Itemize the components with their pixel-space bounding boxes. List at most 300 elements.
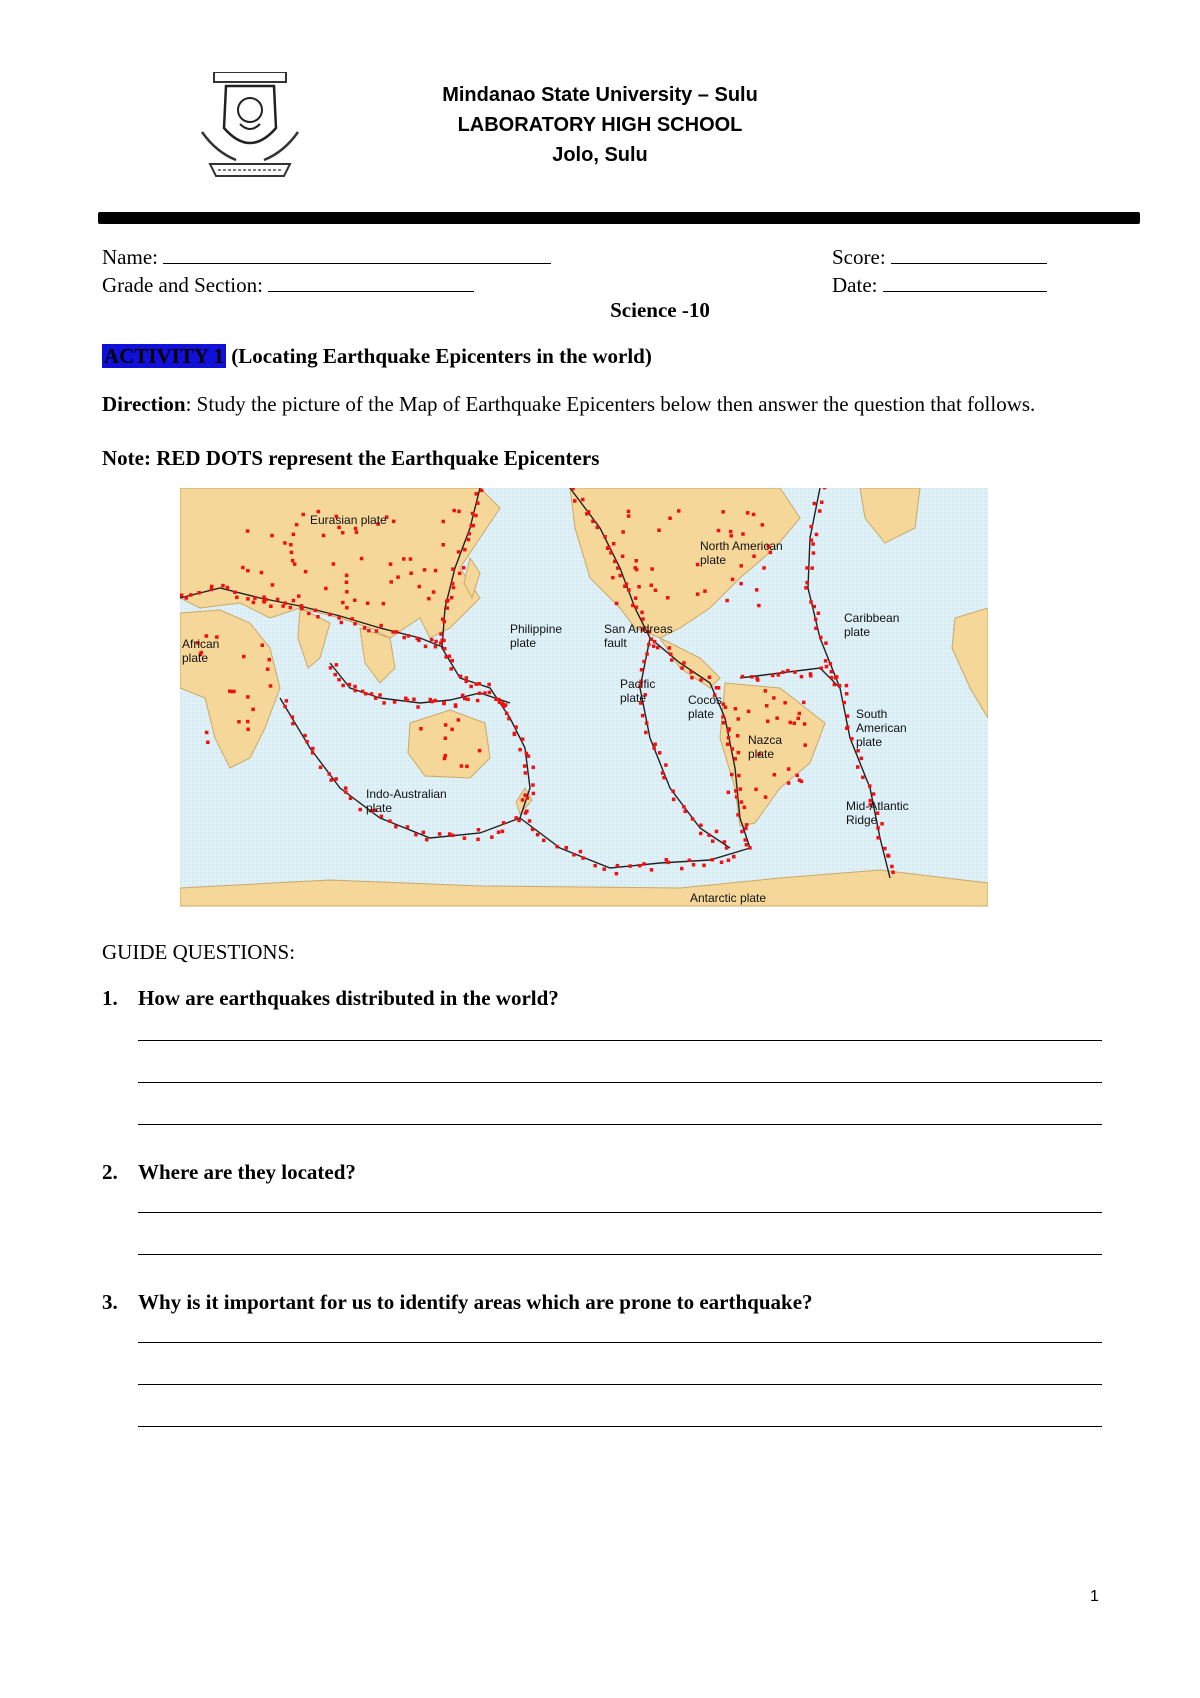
epicenter-dot [653,743,657,747]
epicenter-dot [745,823,749,827]
name-blank[interactable] [163,244,551,264]
epicenter-dot [221,584,225,588]
answer-line-1c[interactable] [138,1124,1102,1125]
epicenter-dot [359,808,363,812]
answer-line-3b[interactable] [138,1384,1102,1385]
label-pacific-plate: Pacific [620,677,656,691]
epicenter-dot [702,864,706,868]
epicenter-dot [205,731,209,735]
epicenter-dot [786,669,790,673]
epicenter-dot [461,694,465,698]
epicenter-dot [752,555,756,559]
question-2 [102,1160,356,1185]
epicenter-dot [726,743,730,747]
epicenter-dot [661,771,665,775]
epicenter-dot [652,746,656,750]
epicenter-dot [585,512,589,516]
epicenter-dot [834,676,838,680]
epicenter-dot [476,838,480,842]
epicenter-dot [375,629,379,633]
epicenter-dot [501,703,505,707]
epicenter-dot [658,751,662,755]
epicenter-dot [793,722,797,726]
epicenter-dot [263,600,267,604]
school-name: LABORATORY HIGH SCHOOL [457,114,743,136]
epicenter-dot [820,501,824,505]
epicenter-dot [418,585,422,589]
epicenter-dot [860,757,864,761]
epicenter-dot [337,678,341,682]
epicenter-dot [251,708,255,712]
epicenter-dot [727,859,731,863]
epicenter-dot [446,599,450,603]
epicenter-dot [747,710,751,714]
epicenter-dot [197,591,201,595]
epicenter-dot [652,644,656,648]
epicenter-dot [645,721,649,725]
label-cocos-plate: Cocos [688,693,723,707]
epicenter-dot [330,778,334,782]
epicenter-dot [283,541,287,545]
epicenter-dot [838,684,842,688]
epicenter-dot [465,676,469,680]
epicenter-dot [696,592,700,596]
epicenter-dot [430,638,434,642]
epicenter-dot [307,612,311,616]
epicenter-dot [439,642,443,646]
epicenter-dot [266,668,270,672]
epicenter-dot [743,806,747,810]
epicenter-dot [688,859,692,863]
epicenter-dot [281,604,285,608]
epicenter-dot [498,701,502,705]
epicenter-dot [472,524,476,528]
epicenter-dot [730,534,734,538]
epicenter-dot [813,502,817,506]
grade-section-field [102,272,474,298]
epicenter-dot [644,731,648,735]
epicenter-dot [817,612,821,616]
epicenter-dot [451,659,455,663]
epicenter-dot [650,868,654,872]
epicenter-dot [424,645,428,649]
epicenter-dot [334,673,338,677]
epicenter-dot [680,867,684,871]
epicenter-dot [370,692,374,696]
epicenter-dot [727,791,731,795]
epicenter-dot [696,563,700,567]
epicenter-dot [868,784,872,788]
label-north-american-plate: North American [700,539,783,553]
epicenter-dot [442,702,446,706]
epicenter-dot [478,682,482,686]
epicenter-dot [189,593,193,597]
answer-line-2b[interactable] [138,1254,1102,1255]
epicenter-dot [416,705,420,709]
epicenter-dot [444,655,448,659]
epicenter-dot [787,781,791,785]
label-nazca-plate: Nazca [748,733,783,747]
epicenter-dot [483,691,487,695]
epicenter-dot [302,513,306,517]
epicenter-dot [613,560,617,564]
epicenter-dot [814,627,818,631]
epicenter-dot [691,817,695,821]
epicenter-dot [425,838,429,842]
epicenter-dot [619,574,623,578]
epicenter-dot [329,666,333,670]
epicenter-dot [814,618,818,622]
epicenter-dot [351,617,355,621]
epicenter-dot [494,698,498,702]
epicenter-dot [406,699,410,703]
epicenter-dot [670,658,674,662]
epicenter-dot [800,780,804,784]
epicenter-dot [787,767,791,771]
epicenter-dot [750,675,754,679]
epicenter-dot [775,716,779,720]
epicenter-dot [820,667,824,671]
epicenter-dot [246,728,250,732]
label-caribbean-plate-2: plate [844,625,871,639]
epicenter-dot [845,692,849,696]
epicenter-dot [260,571,264,575]
epicenter-dot [766,720,770,724]
epicenter-dot [650,567,654,571]
epicenter-dot [625,582,629,586]
epicenter-dot [345,581,349,585]
epicenter-dot [412,698,416,702]
epicenter-dot [474,514,478,518]
answer-line-2a[interactable] [138,1212,1102,1213]
epicenter-dot [581,498,585,502]
epicenter-dot [478,749,482,753]
activity-tag: ACTIVITY 1 [104,344,224,368]
epicenter-dot [389,562,393,566]
epicenter-dot [235,596,239,600]
epicenter-dot [690,676,694,680]
epicenter-dot [348,683,352,687]
epicenter-dot [891,871,895,875]
label-caribbean-plate: Caribbean [844,611,900,625]
epicenter-dot [451,834,455,838]
epicenter-dot [861,776,865,780]
epicenter-dot [748,846,752,850]
question-2-number: 2. [102,1160,118,1184]
epicenter-dot [261,644,265,648]
subject-title: Science -10 [610,298,710,322]
epicenter-dot [450,728,454,732]
epicenter-dot [392,520,396,524]
label-san-andreas-fault: San Andreas [604,622,673,636]
epicenter-dot [804,586,808,590]
epicenter-dot [394,825,398,829]
epicenter-dot [880,822,884,826]
epicenter-dot [353,622,357,626]
answer-line-1a[interactable] [138,1040,1102,1041]
epicenter-dot [824,659,828,663]
epicenter-dot [641,714,645,718]
epicenter-dot [741,532,745,536]
epicenter-dot [246,569,250,573]
epicenter-dot [802,701,806,705]
epicenter-dot [883,847,887,851]
epicenter-dot [476,699,480,703]
epicenter-dot [322,534,326,538]
epicenter-dot [708,676,712,680]
epicenter-dot [813,605,817,609]
epicenter-dot [699,678,703,682]
epicenter-dot [382,701,386,705]
epicenter-dot [717,686,721,690]
epicenter-dot [761,523,765,527]
name-field [102,244,551,270]
epicenter-dot [476,501,480,505]
label-indo-australian-plate: Indo-Australian [366,787,447,801]
epicenter-dot [391,630,395,634]
epicenter-dot [353,689,357,693]
epicenter-dot [488,691,492,695]
question-3-number: 3. [102,1290,118,1314]
epicenter-dot [845,727,849,731]
university-name: Mindanao State University – Sulu [442,84,758,106]
epicenter-dot [319,766,323,770]
epicenter-dot [363,626,367,630]
epicenter-dot [711,858,715,862]
epicenter-dot [528,819,532,823]
direction-text [102,390,1112,418]
guide-questions-heading: GUIDE QUESTIONS: [102,940,296,964]
epicenter-dot [727,736,731,740]
epicenter-dot [628,864,632,868]
epicenter-dot [270,534,274,538]
epicenter-dot [572,853,576,857]
epicenter-dot [246,597,250,601]
epicenter-dot [527,754,531,758]
epicenter-dot [438,832,442,836]
epicenter-dot [459,675,463,679]
label-south-american-plate-2: American [856,721,907,735]
epicenter-dot [593,864,597,868]
epicenter-dot [887,854,891,858]
epicenter-dot [501,830,505,834]
epicenter-dot [815,533,819,537]
epicenter-dot [478,692,482,696]
epicenter-dot [627,588,631,592]
epicenter-dot [856,765,860,769]
epicenter-dot [715,830,719,834]
epicenter-dot [268,658,272,662]
epicenter-dot [725,599,729,603]
epicenter-dot [664,763,668,767]
epicenter-dot [627,514,631,518]
epicenter-dot [514,725,518,729]
grade-section-blank[interactable] [268,272,474,292]
epicenter-dot [226,586,230,590]
epicenter-dot [246,720,250,724]
epicenter-dot [502,821,506,825]
epicenter-dot [818,509,822,513]
epicenter-dot [364,692,368,696]
epicenter-dot [571,488,575,490]
epicenter-dot [414,833,418,837]
epicenter-dot [757,604,761,608]
epicenter-dot [615,602,619,606]
epicenter-dot [635,559,639,563]
label-nazca-plate-2: plate [748,747,775,761]
epicenter-dot [334,777,338,781]
epicenter-dot [210,585,214,589]
epicenter-dot [463,836,467,840]
epicenter-dot [737,774,741,778]
epicenter-dot [454,703,458,707]
epicenter-dot [344,790,348,794]
epicenter-dot [291,722,295,726]
page-number: 1 [1090,1588,1099,1605]
epicenter-dot [846,714,850,718]
epicenter-dot [374,696,378,700]
epicenter-dot [634,596,638,600]
label-pacific-plate-2: plate [620,691,647,705]
land-australia [408,710,490,778]
epicenter-dot [744,827,748,831]
epicenter-dot [703,589,707,593]
epicenter-dot [283,705,287,709]
answer-line-1b[interactable] [138,1082,1102,1083]
epicenter-dot [542,839,546,843]
epicenter-dot [789,721,793,725]
direction-body: : Study the picture of the Map of Earthquake Epicenters below then answer the question that follows. [185,392,1036,416]
answer-line-3c[interactable] [138,1426,1102,1427]
epicenter-dot [300,607,304,611]
epicenter-dot [573,499,577,503]
note-text: Note: RED DOTS represent the Earthquake Epicenters [102,446,600,470]
epicenter-dot [720,861,724,865]
epicenter-dot [517,819,521,823]
epicenter-dot [467,538,471,542]
epicenter-dot [416,637,420,641]
score-blank[interactable] [891,244,1047,264]
epicenter-dot [809,600,813,604]
label-south-american-plate: South [856,707,888,721]
epicenter-dot [642,660,646,664]
epicenter-dot [469,685,473,689]
epicenter-dot [764,795,768,799]
epicenter-dot [450,667,454,671]
epicenter-dot [271,583,275,587]
label-san-andreas-fault-2: fault [604,636,627,650]
score-field [832,244,1047,270]
epicenter-dot [293,562,297,566]
epicenter-dot [523,793,527,797]
label-south-american-plate-3: plate [856,735,883,749]
epicenter-dot [443,620,447,624]
epicenter-dot [523,764,527,768]
epicenter-dot [752,513,756,517]
date-blank[interactable] [883,272,1047,292]
epicenter-dot [304,570,308,574]
epicenter-dot [407,634,411,638]
epicenter-dot [305,740,309,744]
epicenter-dot [487,683,491,687]
epicenter-dot [451,567,455,571]
epicenter-dot [536,833,540,837]
epicenter-dot [402,557,406,561]
epicenter-dot [699,824,703,828]
epicenter-dot [353,599,357,603]
epicenter-dot [366,602,370,606]
label-philippine-plate: Philippine [510,622,563,636]
epicenter-dot [466,698,470,702]
grade-section-label: Grade and Section: [102,273,263,297]
direction-label: Direction [102,392,186,416]
epicenter-dot [737,751,741,755]
epicenter-dot [735,795,739,799]
epicenter-dot [180,594,183,598]
epicenter-dot [242,655,246,659]
epicenter-dot [444,754,448,758]
epicenter-dot [423,568,427,572]
epicenter-dot [316,615,320,619]
epicenter-dot [711,839,715,843]
epicenter-dot [830,676,834,680]
epicenter-dot [734,707,738,711]
epicenter-dot [452,509,456,513]
epicenter-dot [740,564,744,568]
epicenter-dot [616,566,620,570]
epicenter-dot [353,685,357,689]
epicenter-dot [783,701,787,705]
epicenter-dot [621,555,625,559]
epicenter-dot [727,729,731,733]
epicenter-dot [380,815,384,819]
header-divider [98,212,1140,224]
epicenter-dot [532,766,536,770]
epicenter-dot [345,574,349,578]
epicenter-dot [521,798,525,802]
epicenter-dot [635,568,639,572]
epicenter-dot [422,831,426,835]
epicenter-dot [741,675,745,679]
epicenter-dot [531,828,535,832]
epicenter-dot [811,542,815,546]
epicenter-dot [395,630,399,634]
epicenter-dot [729,530,733,534]
epicenter-dot [565,846,569,850]
epicenter-dot [616,864,620,868]
epicenter-dot [314,609,318,613]
epicenter-dot [206,741,210,745]
answer-line-3a[interactable] [138,1342,1102,1343]
epicenter-dot [463,548,467,552]
epicenter-dot [745,843,749,847]
epicenter-dot [409,557,413,561]
epicenter-dot [337,616,341,620]
epicenter-dot [765,704,769,708]
label-philippine-plate-2: plate [510,636,537,650]
epicenter-dot [721,510,725,513]
epicenter-dot [497,831,501,835]
epicenter-dot [736,813,740,817]
question-1 [102,986,559,1011]
epicenter-dot [230,690,234,694]
epicenter-dot [731,578,735,582]
activity-title: (Locating Earthquake Epicenters in the world) [231,344,652,368]
epicenter-dot [641,617,645,621]
epicenter-dot [367,629,371,633]
epicenter-dot [477,828,481,832]
epicenter-dot [653,640,657,644]
